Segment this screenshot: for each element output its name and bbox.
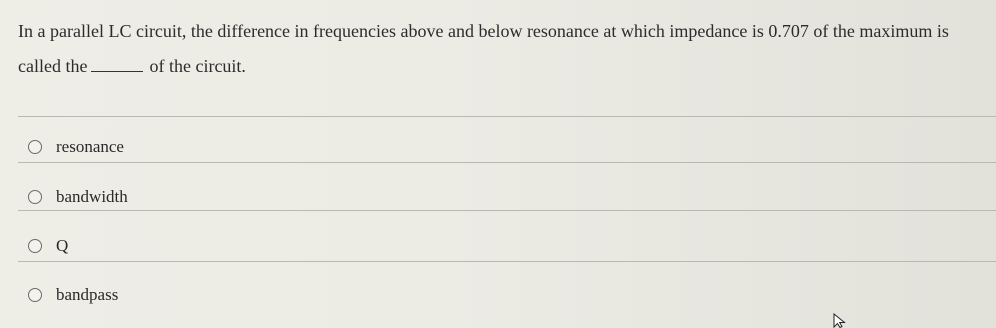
question-text-after: of the circuit. — [149, 56, 246, 76]
question-text-before: In a parallel LC circuit, the difference in frequencies above and below resonance at which impedance is 0.707 of the maximum is called the — [18, 21, 949, 76]
radio-button-icon[interactable] — [28, 190, 42, 204]
question-text — [18, 14, 993, 84]
divider — [18, 210, 996, 211]
radio-button-icon[interactable] — [28, 288, 42, 302]
option-label: bandpass — [56, 285, 119, 304]
option-label: Q — [56, 236, 69, 255]
option-q[interactable] — [28, 229, 68, 263]
radio-button-icon[interactable] — [28, 140, 42, 154]
divider — [18, 261, 996, 262]
mouse-pointer-icon — [833, 313, 847, 328]
answer-blank — [91, 57, 143, 72]
divider — [18, 162, 996, 163]
divider-top — [18, 116, 996, 117]
radio-button-icon[interactable] — [28, 239, 42, 253]
option-label: bandwidth — [56, 187, 128, 206]
option-bandpass[interactable] — [28, 278, 118, 312]
option-label: resonance — [56, 137, 124, 156]
option-resonance[interactable] — [28, 130, 124, 164]
option-bandwidth[interactable] — [28, 180, 128, 214]
